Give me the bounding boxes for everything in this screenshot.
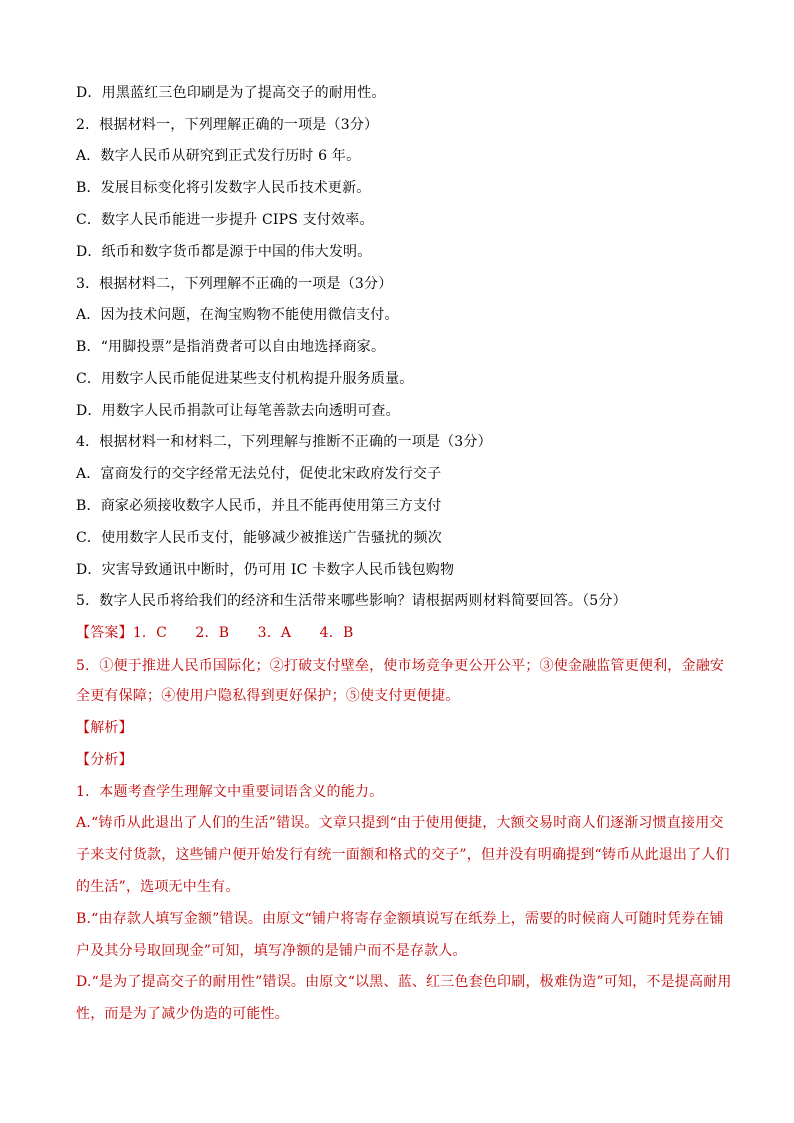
analysis-sub-label: 【分析】 (76, 752, 133, 768)
analysis-a-line1: A.“铸币从此退出了人们的生活”错误。文章只提到“由于使用便捷，大额交易时商人们逐渐习惯直接用交 (76, 815, 724, 831)
q2-stem: 2．根据材料一，下列理解正确的一项是（3分） (76, 117, 379, 133)
q3-option-d: D．用数字人民币捐款可让每笔善款去向透明可查。 (76, 403, 400, 419)
answer-line (76, 623, 353, 643)
q4-stem: 4．根据材料一和材料二，下列理解与推断不正确的一项是（3分） (76, 434, 492, 450)
analysis-b-line2: 户及其分号取回现金”可知，填写净额的是铺户而不是存款人。 (76, 943, 467, 959)
analysis-label: 【解析】 (76, 720, 133, 736)
answer-q5-line1: 5．①便于推进人民币国际化；②打破支付壁垒，使市场竞争更公开公平；③使金融监管更便利，金融安 (76, 658, 725, 674)
q4-option-a: A．富商发行的交字经常无法兑付，促使北宋政府发行交子 (76, 466, 442, 482)
q3-option-b: B．“用脚投票”是指消费者可以自由地选择商家。 (76, 339, 386, 355)
q4-option-c: C．使用数字人民币支付，能够减少被推送广告骚扰的频次 (76, 530, 442, 546)
analysis-a-line3: 的生活”，选项无中生有。 (76, 879, 240, 895)
q5-stem: 5．数字人民币将给我们的经济和生活带来哪些影响？请根据两则材料简要回答。（5分） (76, 593, 627, 609)
q1-option-d: D．用黑蓝红三色印刷是为了提高交子的耐用性。 (76, 85, 386, 101)
q3-option-c: C．用数字人民币能促进某些支付机构提升服务质量。 (76, 371, 414, 387)
analysis-point1: 1．本题考查学生理解文中重要词语含义的能力。 (76, 784, 384, 800)
q3-stem: 3．根据材料二，下列理解不正确的一项是（3分） (76, 276, 393, 292)
answer-q5-line2: 全更有保障；④使用户隐私得到更好保护；⑤使支付更便捷。 (76, 688, 460, 704)
q3-option-a: A．因为技术问题，在淘宝购物不能使用微信支付。 (76, 307, 399, 323)
answer-label: 【答案】 (76, 625, 133, 641)
analysis-b-line1: B.“由存款人填写金额”错误。由原文“铺户将寄存金额填说写在纸券上，需要的时候商人可随时凭券在铺 (76, 911, 724, 927)
q4-option-b: B．商家必须接收数字人民币，并且不能再使用第三方支付 (76, 498, 442, 514)
q4-option-d: D．灾害导致通讯中断时，仍可用 IC 卡数字人民币钱包购物 (76, 562, 455, 578)
answer-choices: 1．C 2．B 3．A 4．B (132, 625, 354, 641)
analysis-d-line1: D.“是为了提高交子的耐用性”错误。由原文“以黑、蓝、红三色套色印刷，极难伪造”可知，不是提高耐用 (76, 974, 732, 990)
analysis-a-line2: 子来支付货款，这些铺户便开始发行有统一面额和格式的交子”，但并没有明确提到“铸币从此退出了人们 (76, 847, 730, 863)
q2-option-a: A．数字人民币从研究到正式发行历时 6 年。 (76, 148, 361, 164)
q2-option-b: B．发展目标变化将引发数字人民币技术更新。 (76, 180, 371, 196)
analysis-d-line2: 性，而是为了减少伪造的可能性。 (76, 1006, 289, 1022)
q2-option-c: C．数字人民币能进一步提升 CIPS 支付效率。 (76, 212, 374, 228)
q2-option-d: D．纸币和数字货币都是源于中国的伟大发明。 (76, 244, 372, 260)
